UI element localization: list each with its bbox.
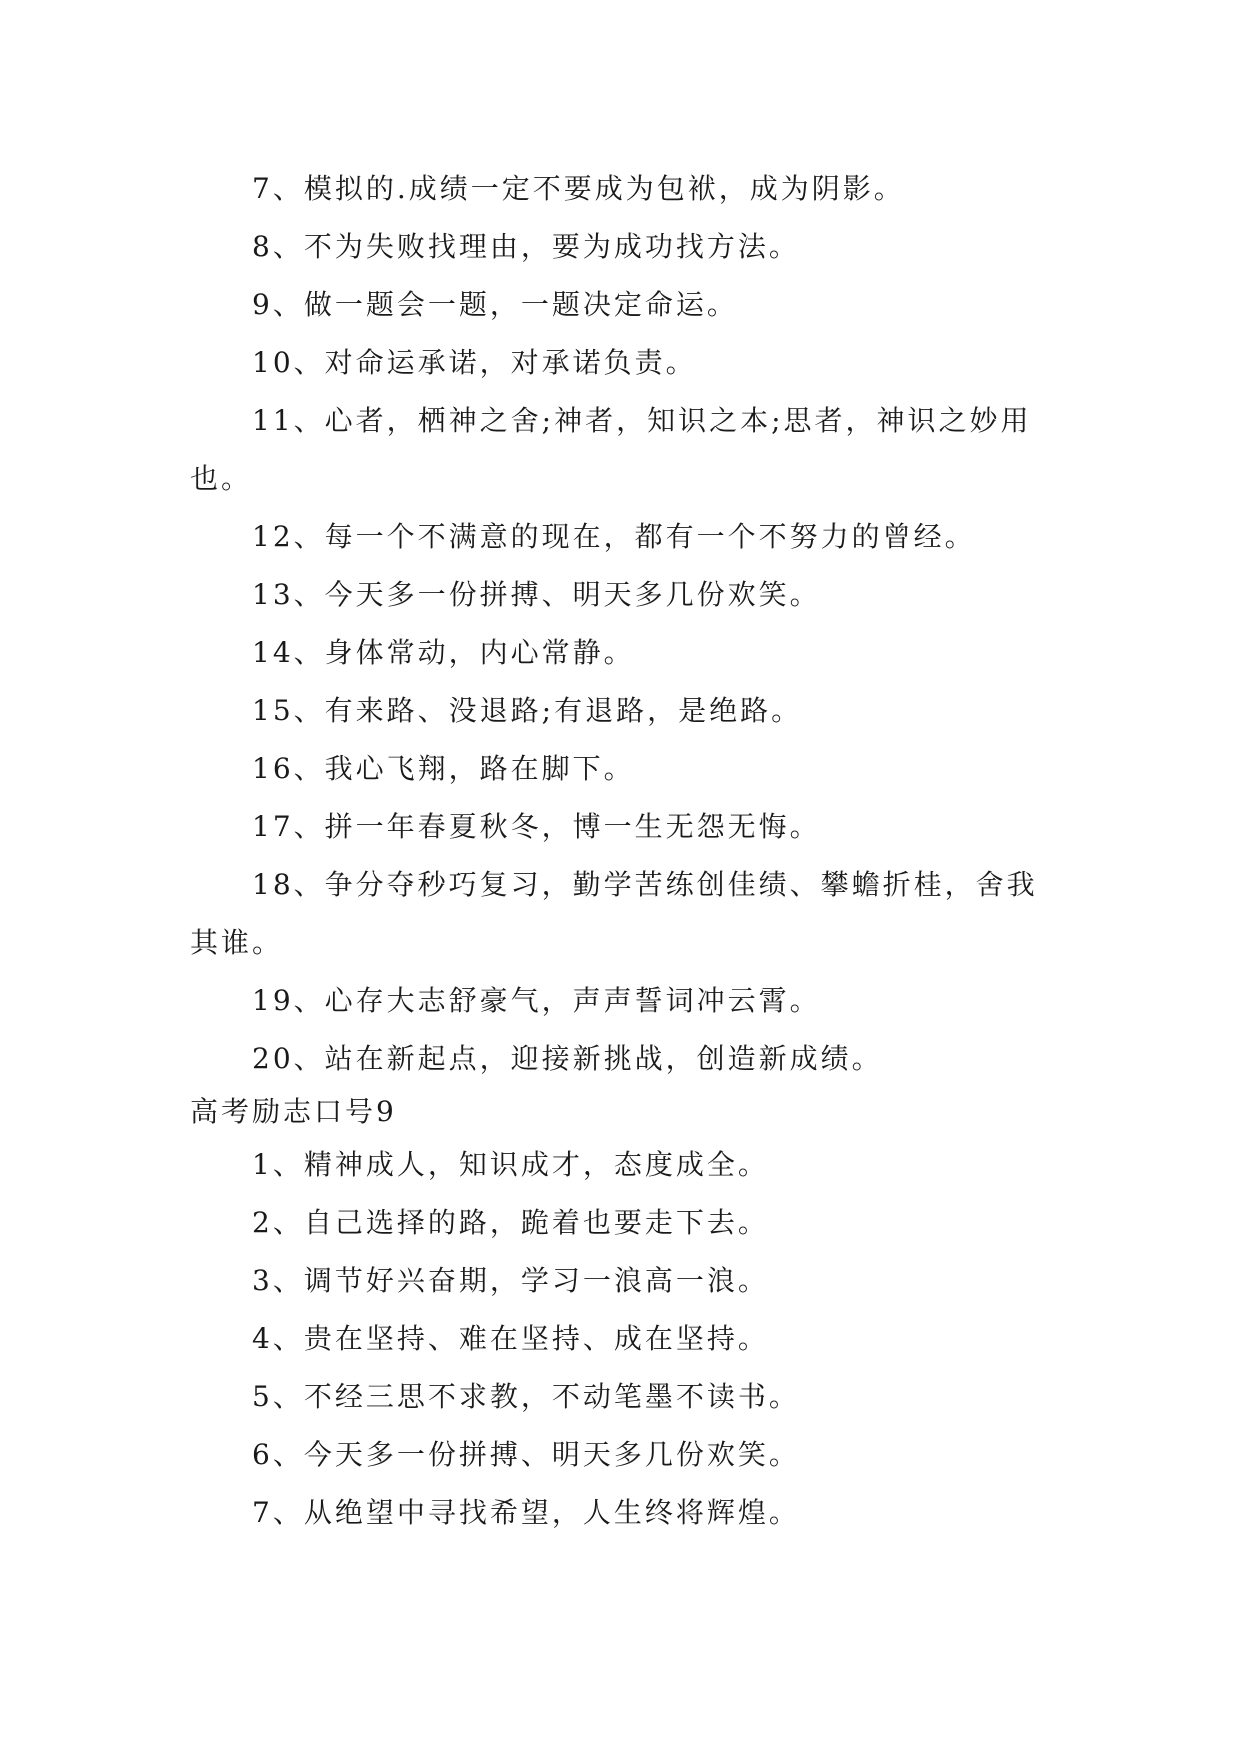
- list-item: 6、今天多一份拼搏、明天多几份欢笑。: [252, 1438, 800, 1471]
- list-item: 7、模拟的.成绩一定不要成为包袱，成为阴影。: [252, 172, 905, 205]
- section-heading: 高考励志口号9: [190, 1095, 397, 1128]
- list-item: 10、对命运承诺，对承诺负责。: [252, 346, 697, 379]
- list-item: 18、争分夺秒巧复习，勤学苦练创佳绩、攀蟾折桂，舍我其谁。: [190, 868, 1038, 959]
- document-body: [190, 160, 1056, 1542]
- list-item: 1、精神成人，知识成才，态度成全。: [252, 1148, 769, 1181]
- list-item: 9、做一题会一题，一题决定命运。: [252, 288, 738, 321]
- list-item: 19、心存大志舒豪气，声声誓词冲云霄。: [252, 984, 821, 1017]
- list-item: 8、不为失败找理由，要为成功找方法。: [252, 230, 800, 263]
- list-item: 20、站在新起点，迎接新挑战，创造新成绩。: [252, 1042, 883, 1075]
- list-item: 13、今天多一份拼搏、明天多几份欢笑。: [252, 578, 821, 611]
- list-item: 3、调节好兴奋期，学习一浪高一浪。: [252, 1264, 769, 1297]
- list-item: 17、拼一年春夏秋冬，博一生无怨无悔。: [252, 810, 821, 843]
- list-item: 12、每一个不满意的现在，都有一个不努力的曾经。: [252, 520, 976, 553]
- list-item: 7、从绝望中寻找希望，人生终将辉煌。: [252, 1496, 800, 1529]
- list-item: 15、有来路、没退路;有退路，是绝路。: [252, 694, 803, 727]
- list-item: 11、心者，栖神之舍;神者，知识之本;思者，神识之妙用也。: [190, 404, 1032, 495]
- list-item: 16、我心飞翔，路在脚下。: [252, 752, 635, 785]
- list-item: 4、贵在坚持、难在坚持、成在坚持。: [252, 1322, 769, 1355]
- list-item: 14、身体常动，内心常静。: [252, 636, 635, 669]
- list-item: 5、不经三思不求教，不动笔墨不读书。: [252, 1380, 800, 1413]
- list-item: 2、自己选择的路，跪着也要走下去。: [252, 1206, 769, 1239]
